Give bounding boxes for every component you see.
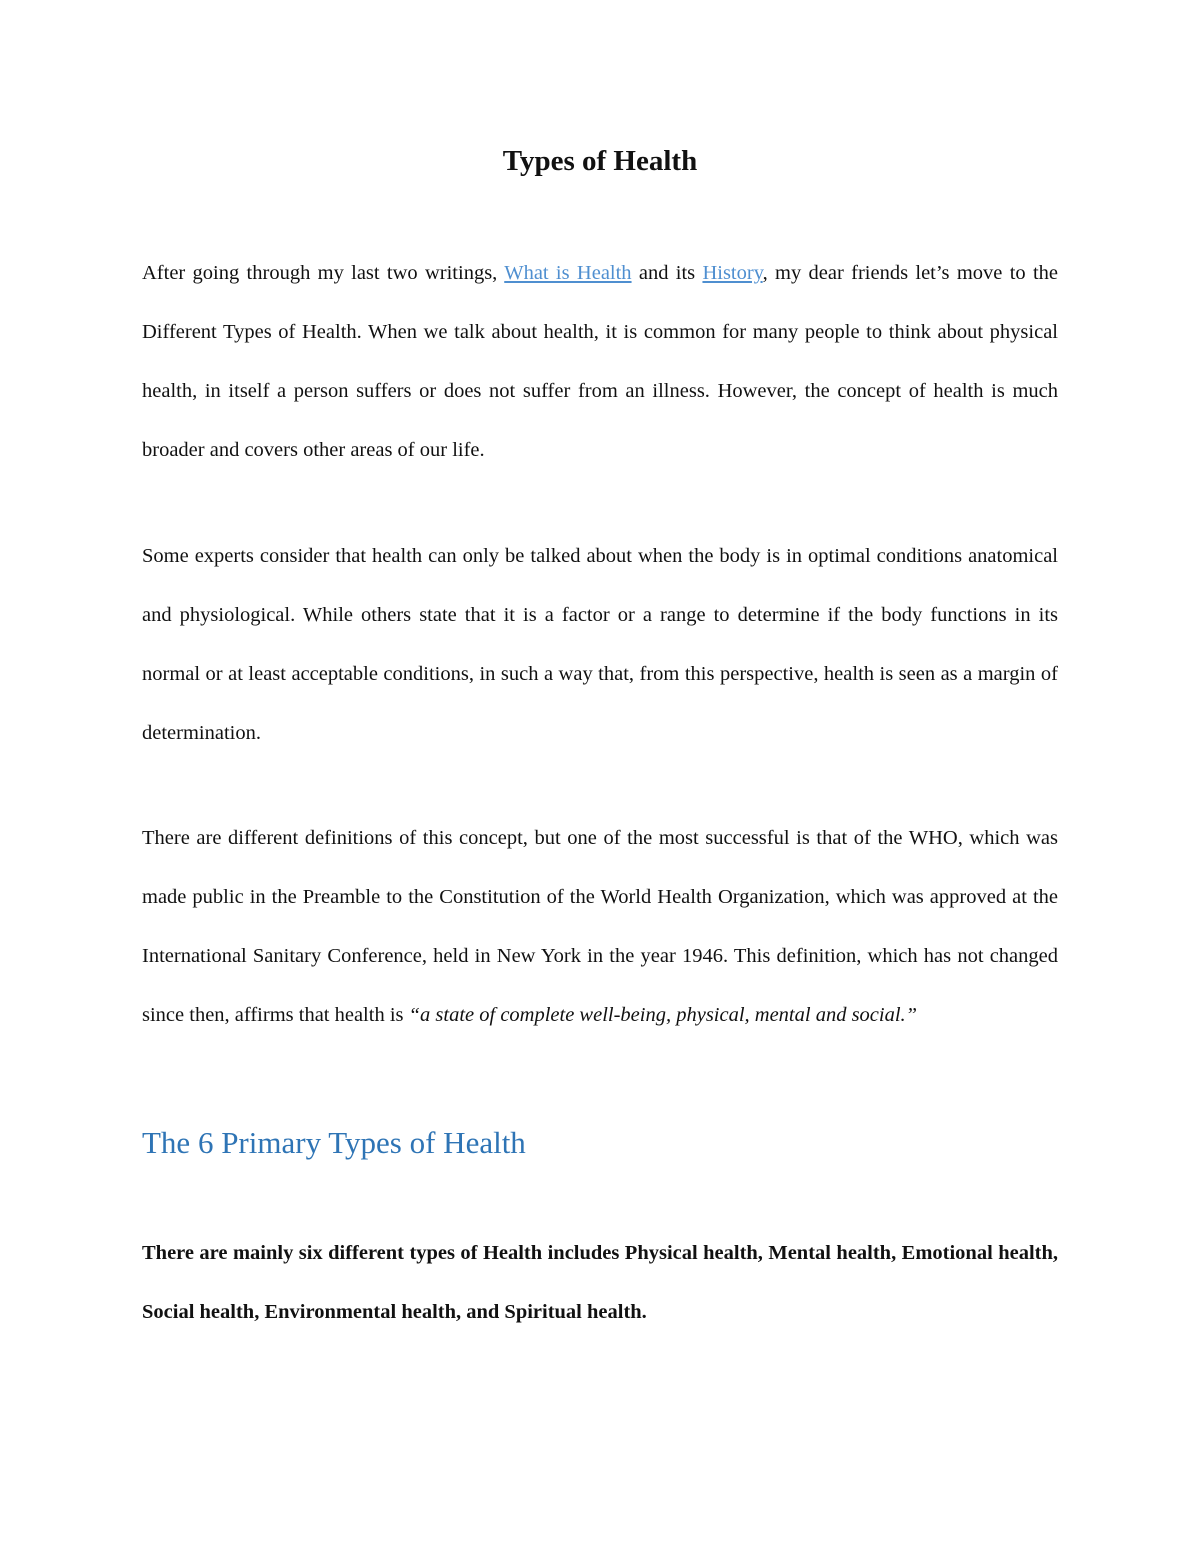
page-title: Types of Health: [502, 145, 698, 177]
intro-text-end: , my dear friends let’s move to the Different Types of Health. When we talk about health, it is common for many people to think about physical health, in itself a person suffers or does not suffer from an illness. However, the concept of health is much broader and covers other areas of our life.: [142, 262, 1058, 461]
history-link[interactable]: History: [702, 262, 763, 284]
who-definition-quote: “a state of complete well-being, physical, mental and social.”: [408, 1004, 918, 1026]
section-heading: The 6 Primary Types of Health: [142, 1125, 526, 1160]
what-is-health-link[interactable]: What is Health: [504, 262, 632, 284]
who-definition-paragraph: [142, 809, 1058, 1045]
intro-paragraph: [142, 244, 1058, 480]
experts-paragraph: Some experts consider that health can only be talked about when the body is in optimal conditions anatomical and physiological. While others state that it is a factor or a range to determine if the body functions in its normal or at least acceptable conditions, in such a way that, from this perspective, health is seen as a margin of determination.: [142, 545, 1058, 744]
who-definition-text: There are different definitions of this concept, but one of the most successful is that of the WHO, which was made public in the Preamble to the Constitution of the World Health Organization, which was approved at the International Sanitary Conference, held in New York in the year 1946. This definition, which has not changed since then, affirms that health is: [142, 827, 1058, 1026]
intro-text-middle: and its: [631, 262, 703, 284]
six-types-paragraph: There are mainly six different types of Health includes Physical health, Mental health, Emotional health, Social health, Environmental health, and Spiritual health.: [142, 1242, 1058, 1323]
intro-text-start: After going through my last two writings,: [142, 262, 505, 284]
